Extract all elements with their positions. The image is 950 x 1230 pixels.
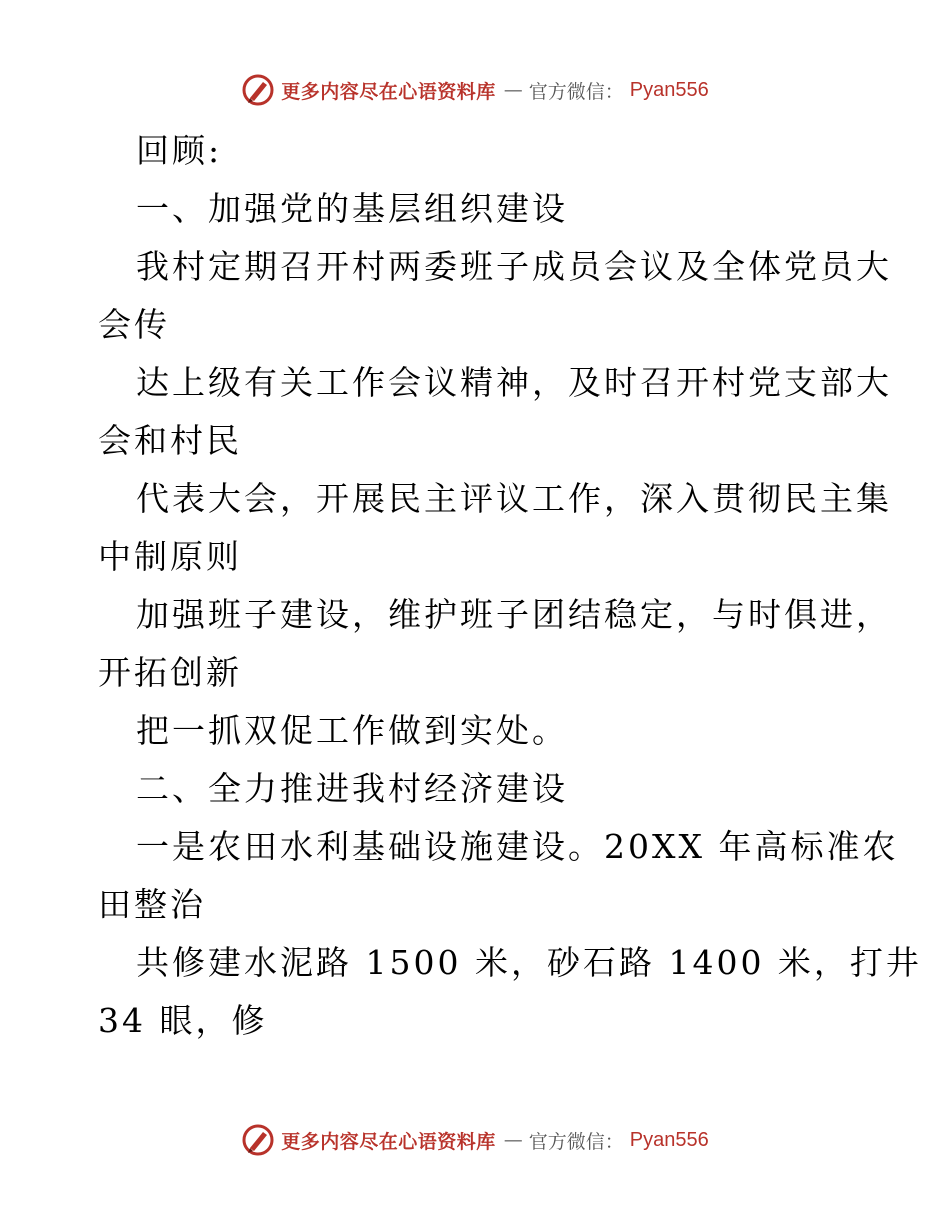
text-line: 回顾:: [136, 131, 223, 170]
pen-circle-logo-icon: [241, 73, 275, 107]
text-line: 达上级有关工作会议精神，及时召开村党支部大: [136, 363, 892, 402]
text-line: 共修建水泥路 1500 米，砂石路 1400 米，打井: [136, 943, 922, 982]
text-line: 加强班子建设，维护班子团结稳定，与时俱进，: [136, 595, 892, 634]
pen-circle-logo-icon: [241, 1123, 275, 1157]
text-line: 田整治: [98, 885, 206, 924]
text-line: 中制原则: [98, 537, 242, 576]
text-line: 34 眼，修: [98, 1001, 268, 1040]
watermark-wechat-id: Pyan556: [629, 1128, 709, 1151]
text-line: 会和村民: [98, 421, 242, 460]
watermark-dash: —: [503, 79, 521, 101]
text-line: 代表大会，开展民主评议工作，深入贯彻民主集: [136, 479, 892, 518]
text-line: 开拓创新: [98, 653, 242, 692]
text-line: 把一抓双促工作做到实处。: [136, 711, 568, 750]
footer-watermark: [0, 1118, 950, 1162]
watermark-wechat-id: Pyan556: [629, 78, 709, 101]
watermark-dash: —: [503, 1129, 521, 1151]
text-line: 二、全力推进我村经济建设: [136, 769, 568, 808]
text-line: 一、加强党的基层组织建设: [136, 189, 568, 228]
header-watermark: [0, 68, 950, 112]
watermark-text: 更多内容尽在心语资料库: [281, 1130, 496, 1153]
watermark-wechat-label: 官方微信：: [528, 1130, 624, 1153]
document-body: [98, 122, 922, 1050]
watermark-text: 更多内容尽在心语资料库: [281, 80, 496, 103]
watermark-wechat-label: 官方微信：: [528, 80, 624, 103]
text-line: 一是农田水利基础设施建设。20XX 年高标准农: [136, 827, 899, 866]
text-line: 我村定期召开村两委班子成员会议及全体党员大: [136, 247, 892, 286]
text-line: 会传: [98, 305, 170, 344]
